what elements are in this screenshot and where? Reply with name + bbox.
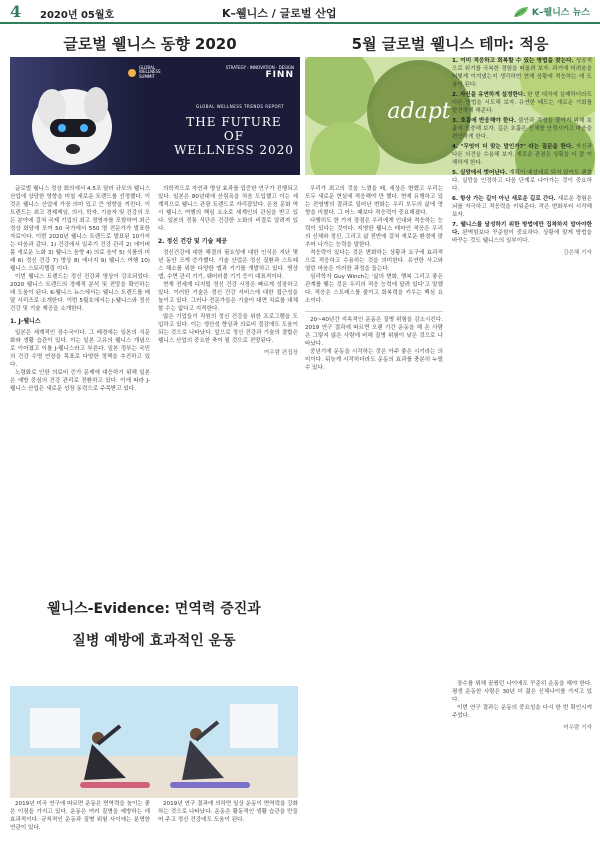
paragraph: 다행히도 한 가지 장점은 우리에게 인내와 적응하는 능력이 있다는 것이다. 지명한 웰니스 테마인 적응은 우리의 신체와 정신, 그리고 삶 전반에 걸쳐 새로운 환경에 맞추어 나가는 능력을 말한다. [305,218,443,248]
subheading-j-wellness: 1. J-웰니스 [10,318,41,325]
right-article-title: 5월 글로벌 웰니스 테마: 적응 [351,35,549,53]
finn-logo: STRATEGY · INNOVATION · DESIGN FINN [225,65,294,80]
section-title: K–웰니스 / 글로벌 산업 [222,7,337,20]
right-column-1 [305,185,443,830]
list-item: 6. 항상 가는 길이 아닌 새로운 길로 간다. 새로운 경험은 뇌를 자극하고 적응력을 키워준다. 작은 변화부터 시작해 보자. [452,196,592,218]
paragraph: 2019년 연구 결과에 의하면 일상 운동이 면역력을 강화하는 것으로 나타났다. 운동은 활동적인 생활 습관을 만들어 주고 정신 건강에도 도움이 된다. [158,801,298,823]
right-column-2 [452,57,592,667]
left-article-title: 글로벌 웰니스 동향 2020 [63,35,237,53]
list-item: 4. "무엇이 더 맞는 말인가?" 라는 질문을 한다. 자신과 다른 의견을 수용해 보자. 새로운 관점은 상황을 더 잘 이해하게 한다. [452,144,592,166]
author-signature: 여우람 편집장 [263,350,298,356]
left-column-2 [158,185,298,590]
paragraph: 이번 연구 결과는 운동의 중요성을 다시 한 번 확인시켜 주었다. [452,705,592,719]
paragraph: 노령화로 인한 의료비 증가 문제에 대응하기 위해 일본은 예방 중심의 건강 관리로 전환하고 있다. 이에 따라 J-웰니스 산업은 새로운 성장 동력으로 주목받고 있다. [10,370,150,392]
page-header [0,0,600,24]
divider [305,311,443,312]
adapt-word: adapt [387,99,451,124]
gw-summit-badge: GLOBAL WELLNESS SUMMIT [128,66,173,79]
yoga-illustration [10,686,298,798]
right-column-3 [452,680,592,830]
paragraph: 현재 전세계 디지털 정신 건강 시장은 빠르게 성장하고 있다. 이러한 기술은 정신 건강 서비스에 대한 접근성을 높이고 있다. 그러나 전문가들은 기술이 대면 치료를 대체할 수는 없다고 지적한다. [158,282,298,312]
list-item: 7. 웰니스를 달성하기 위한 방법에만 집착하지 말아야한다. 완벽함보다 꾸준함이 중요하다. 상황에 맞게 방법을 바꾸는 것도 웰니스의 일부이다. [452,222,592,244]
sun-icon [128,69,136,77]
paragraph: 의학적으로 자연과 명상 효과를 입증한 연구가 진행되고 있다. 일본은 80년대에 산림욕을 처음 도입했고 이는 세계적으로 웰니스 관광 트렌드로 자리잡았다. 온천 문화 역시 웰니스 여행의 핵심 요소로 세계인의 관심을 받고 있다. 일본의 전통 식단은 건강한 노화의 비결로 알려져 있다. [158,186,298,232]
brand-text: K–웰니스 뉴스 [531,8,590,18]
paragraph: 적응력이 있다는 것은 변화하는 상황과 요구에 효과적으로 적응하고 수용하는 것을 의미한다. 유연한 사고와 열린 마음은 이러한 과정을 돕는다. [305,250,443,272]
list-item: 1. 이미 적응하고 회복할 수 있는 방법을 찾는다. 성공적으로 위기를 극복한 경험을 떠올려 보자. 과거에 어려움을 어떻게 이겨냈는지 생각하면 현재 상황에 적응하는 데 도움이 된다. [452,58,592,88]
left-column-1 [10,185,150,590]
issue-date: 2020년 05월호 [40,10,115,21]
bottom-left-column-2 [158,800,298,862]
paragraph: 중년기에 운동을 시작하는 것은 아주 좋은 시기라는 의미이다. 뒤늦게 시작하더라도 운동의 효과를 충분히 누릴 수 있다. [305,349,443,371]
author-signature: 강은혜 기자 [563,250,592,256]
list-item: 2. 자신을 유연하게 설정한다. 한 번 대처에 실패하더라도 다른 방법을 시도해 보자. 유연한 태도는 새로운 기회를 발견하게 해준다. [452,92,592,114]
bottom-left-column-1 [10,800,150,862]
robot-dog-image [10,57,140,175]
paragraph: 정신건강에 대한 해결의 필요성에 대한 인식은 지난 몇 년 동안 크게 증가했다. 기술 산업은 정신 질환과 스트레스 해소를 위한 다양한 앱과 기기를 개발하고 있다. 명상 앱, 수면 관리 기기, 웨어러블 기기 등이 대표적이다. [158,250,298,280]
report-label: GLOBAL WELLNESS TRENDS REPORT [195,104,285,109]
paragraph: 장수를 위해 꿈꿨던 나이에도 꾸준히 운동을 해야 한다. 평생 운동한 사람은 30년 더 젊은 신체나이를 가지고 있다. [452,681,592,703]
paragraph: 많은 기업들이 직원의 정신 건강을 위한 프로그램을 도입하고 있다. 이는 생산성 향상과 의료비 절감에도 도움이 되는 것으로 나타났다. 앞으로 정신 건강과 기술의 결합은 웰니스 산업의 중요한 축이 될 것으로 전망된다. [158,314,298,344]
future-title: THE FUTURE OF WELLNESS 2020 [174,115,294,157]
list-item: 3. 호흡에 반응해야 한다. 불안과 걱정을 줄이기 위해 호흡에 집중해 보자. 깊은 호흡은 신체를 안정시키고 마음을 편안하게 한다. [452,118,592,140]
paragraph: 심리학자 Guy Winch는 '삶의 변화, 행복 그리고 좋은 관계를 맺는 것은 우리의 적응 능력에 달려 있다'고 말했다. 적응은 스트레스를 줄이고 회복력을 키우는 핵심 요소이다. [305,274,443,304]
list-item: 5. 실망에서 벗어난다. 계획이 예상대로 되지 않아도 괜찮다. 실망을 인정하고 다음 단계로 나아가는 것이 중요하다. [452,170,592,192]
brand-logo [513,5,590,18]
evidence-headline: 웰니스-Evidence: 면역력 증진과 질병 예방에 효과적인 운동 [47,601,261,649]
yoga-image [10,686,298,798]
paragraph: 이번 웰니스 트렌드는 정신 건강과 명상이 강조되었다. 2020 웰니스 트렌드의 경제적 분석 및 전망을 확인하는 데 도움이 된다. K-웰니스 뉴스에서는 웰니스 트렌드를 매달 시리즈로 소개한다. 이번 5월호에서는 J-웰니스와 정신 건강 및 기술 제공을 소개한다. [10,274,150,312]
page-number: 4 [10,2,22,21]
paragraph: 20~40년간 지속적인 운동은 질병 위험을 감소시킨다. 2019 연구 결과에 따르면 오랜 기간 운동을 해 온 사람은 그렇지 않은 사람에 비해 질병 위험이 낮은 것으로 나타났다. [305,317,443,347]
paragraph: 글로벌 웰니스 정상 회의에서 4.5조 달러 규모의 웰니스 산업에 상당한 영향을 미칠 새로운 트렌드를 선정했다. 이것은 웰니스 산업에 가장 의미 있고 큰 영향을 끼친다. 이 트렌드는 최고 경제책임, 의사, 학자, 기술자 및 건강의 모든 분야에 걸쳐 국제 기업의 최고 경영자를 포함하여 최근 정상 회담에 모여 50 국가에서 550 명 전문가가 발표한 자료이다. 이번 2020년 웰니스 트렌드로 발표된 10가지는 다음과 같다. 1) 건강에서 일주기 건강 관리 2) 에이버 몸 새로운 노화 3) 웰니스 음향 4) 의료 음악 5) 식품의 미래 6) 정신 건강 7) 명상 8) 에너지 9) 웰니스 여행 10) 웰니스 스토리텔링 이다. [10,186,150,272]
paragraph: 2019년 미국 연구에 따르면 운동은 면역력을 높이는 좋은 이점을 가지고 있다. 운동은 여러 질병을 예방하는 데 효과적이다. 규칙적인 운동과 질병 위험 사이에는 분명한 연관이 있다. [10,801,150,831]
subheading-mental-health: 2. 정신 건강 및 기술 제공 [158,238,228,245]
leaf-icon [513,6,529,18]
wellness-report-image [10,57,300,175]
paragraph: 일본은 세계적인 장수국이다. 그 배경에는 일본의 식문화와 생활 습관이 있다. 이는 일본 고유의 웰니스 개념으로 이어졌고 이를 J-웰니스라고 부른다. 일본 정부는 국민의 건강 수명 연장을 목표로 다양한 정책을 추진하고 있다. [10,330,150,368]
author-signature: 여우람 기자 [563,725,592,731]
paragraph: 우리가 최고의 것을 느꼈을 때, 세상은 변했고 우리는 모두 새로운 현실에 적응해야 만 했다. 현재 유행하고 있는 전염병의 결과로 일어난 변화는 우리 모두의 삶에 영향을 미쳤다. 그 어느 때보다 적응력이 중요해졌다. [305,186,443,216]
